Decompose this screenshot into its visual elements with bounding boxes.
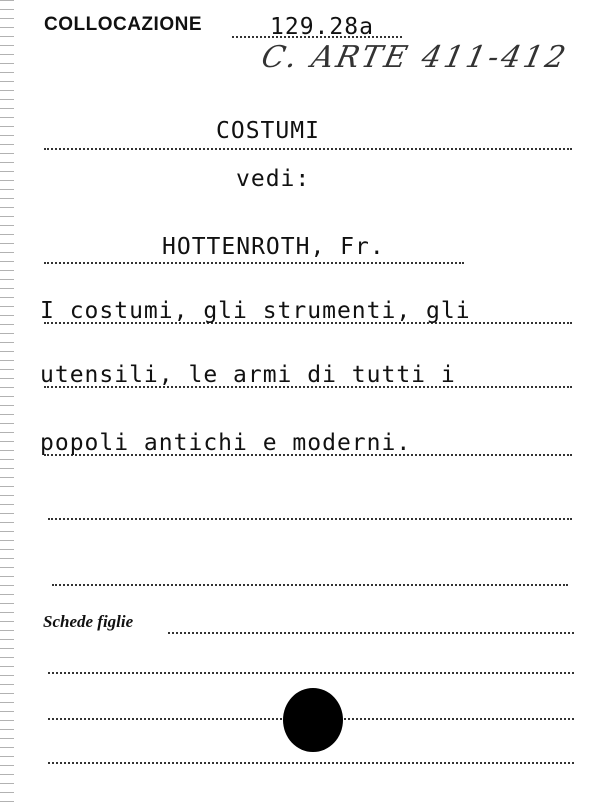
blank-line-2 bbox=[52, 584, 568, 586]
blank-line-1 bbox=[48, 518, 572, 520]
schede-line-4 bbox=[48, 762, 574, 764]
title-line-2: utensili, le armi di tutti i bbox=[40, 362, 456, 388]
card-perforated-edge bbox=[0, 0, 14, 804]
subject-heading: COSTUMI bbox=[216, 118, 320, 144]
title-line-1: I costumi, gli strumenti, gli bbox=[40, 298, 471, 324]
collocazione-label: COLLOCAZIONE bbox=[44, 14, 202, 35]
author-name: HOTTENROTH, Fr. bbox=[162, 234, 385, 260]
schede-line-2 bbox=[48, 672, 574, 674]
see-reference: vedi: bbox=[236, 166, 311, 192]
subject-line bbox=[44, 148, 572, 150]
title-line-3: popoli antichi e moderni. bbox=[40, 430, 412, 456]
collocazione-value: 129.28a bbox=[270, 14, 374, 40]
schede-figlie-label: Schede figlie bbox=[43, 612, 134, 631]
author-line bbox=[44, 262, 464, 264]
handwritten-shelfmark: C. ARTE 411-412 bbox=[258, 40, 572, 75]
card-punch-hole bbox=[283, 688, 343, 752]
schede-line-1 bbox=[168, 632, 574, 634]
